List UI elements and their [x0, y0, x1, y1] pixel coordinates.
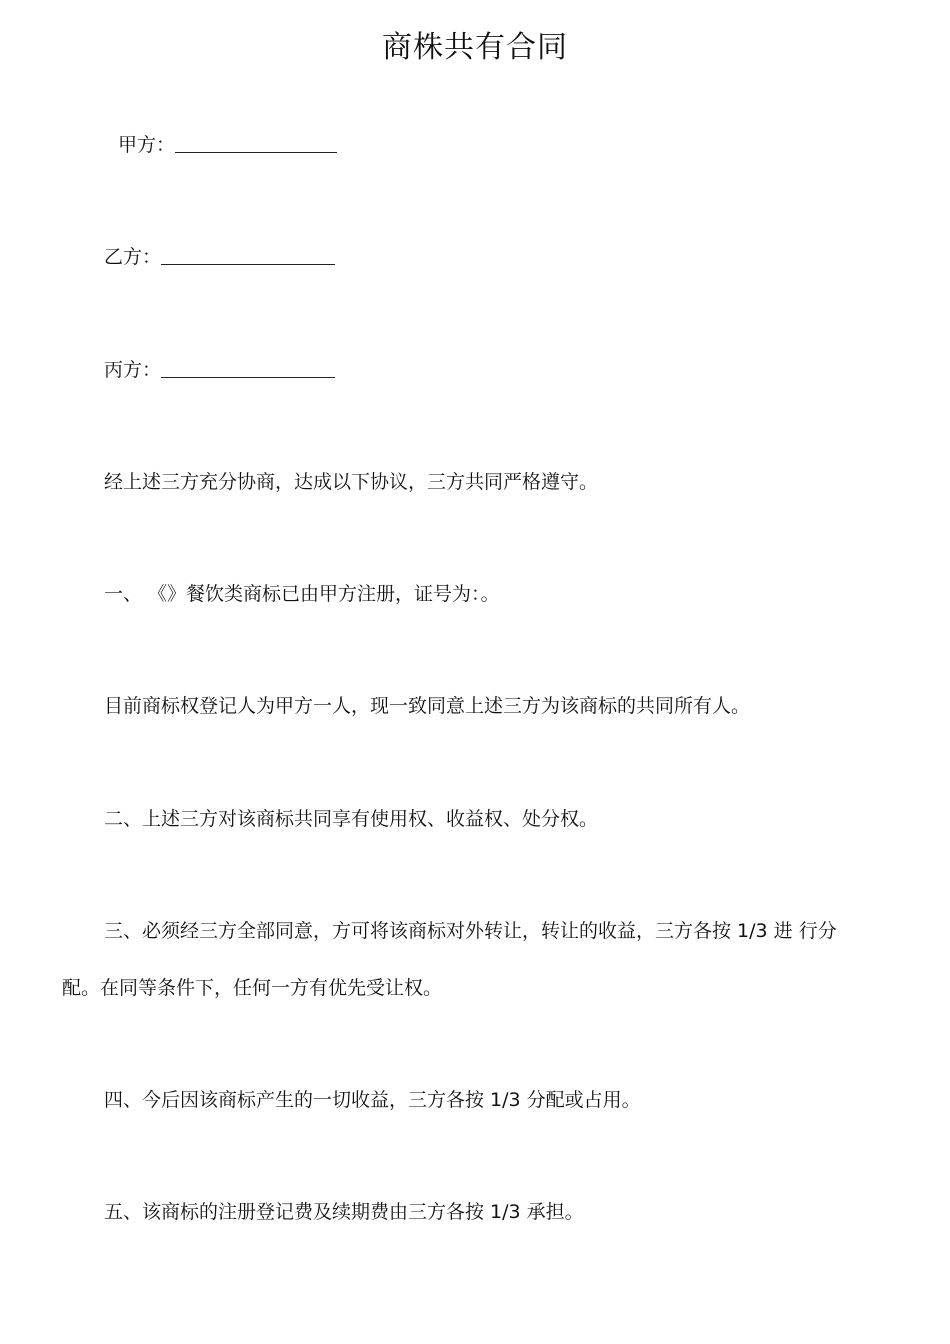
clause-1-continued: 目前商标权登记人为甲方一人，现一致同意上述三方为该商标的共同所有人。	[104, 695, 751, 717]
clause-3-line-2: 配。在同等条件下，任何一方有优先受让权。	[62, 977, 443, 999]
party-a-line	[118, 132, 337, 158]
document-title: 商株共有合同	[382, 30, 568, 65]
intro-paragraph: 经上述三方充分协商，达成以下协议，三方共同严格遵守。	[104, 471, 599, 493]
clause-5: 五、该商标的注册登记费及续期费由三方各按 1/3 承担。	[104, 1201, 584, 1223]
party-c-blank	[161, 377, 335, 378]
clause-4: 四、今后因该商标产生的一切收益，三方各按 1/3 分配或占用。	[104, 1089, 641, 1111]
party-c-label: 丙方：	[104, 359, 162, 381]
party-b-blank	[161, 264, 335, 265]
party-b-line	[104, 244, 335, 270]
clause-3-line-1: 三、必须经三方全部同意，方可将该商标对外转让，转让的收益，三方各按 1/3 进 行分	[104, 920, 837, 942]
party-c-line	[104, 357, 335, 383]
party-b-label: 乙方：	[104, 246, 162, 268]
clause-1: 一、 《》餐饮类商标已由甲方注册，证号为：。	[104, 583, 500, 605]
party-a-blank	[175, 152, 337, 153]
party-a-label: 甲方：	[118, 134, 176, 156]
clause-2: 二、上述三方对该商标共同享有使用权、收益权、处分权。	[104, 808, 599, 830]
